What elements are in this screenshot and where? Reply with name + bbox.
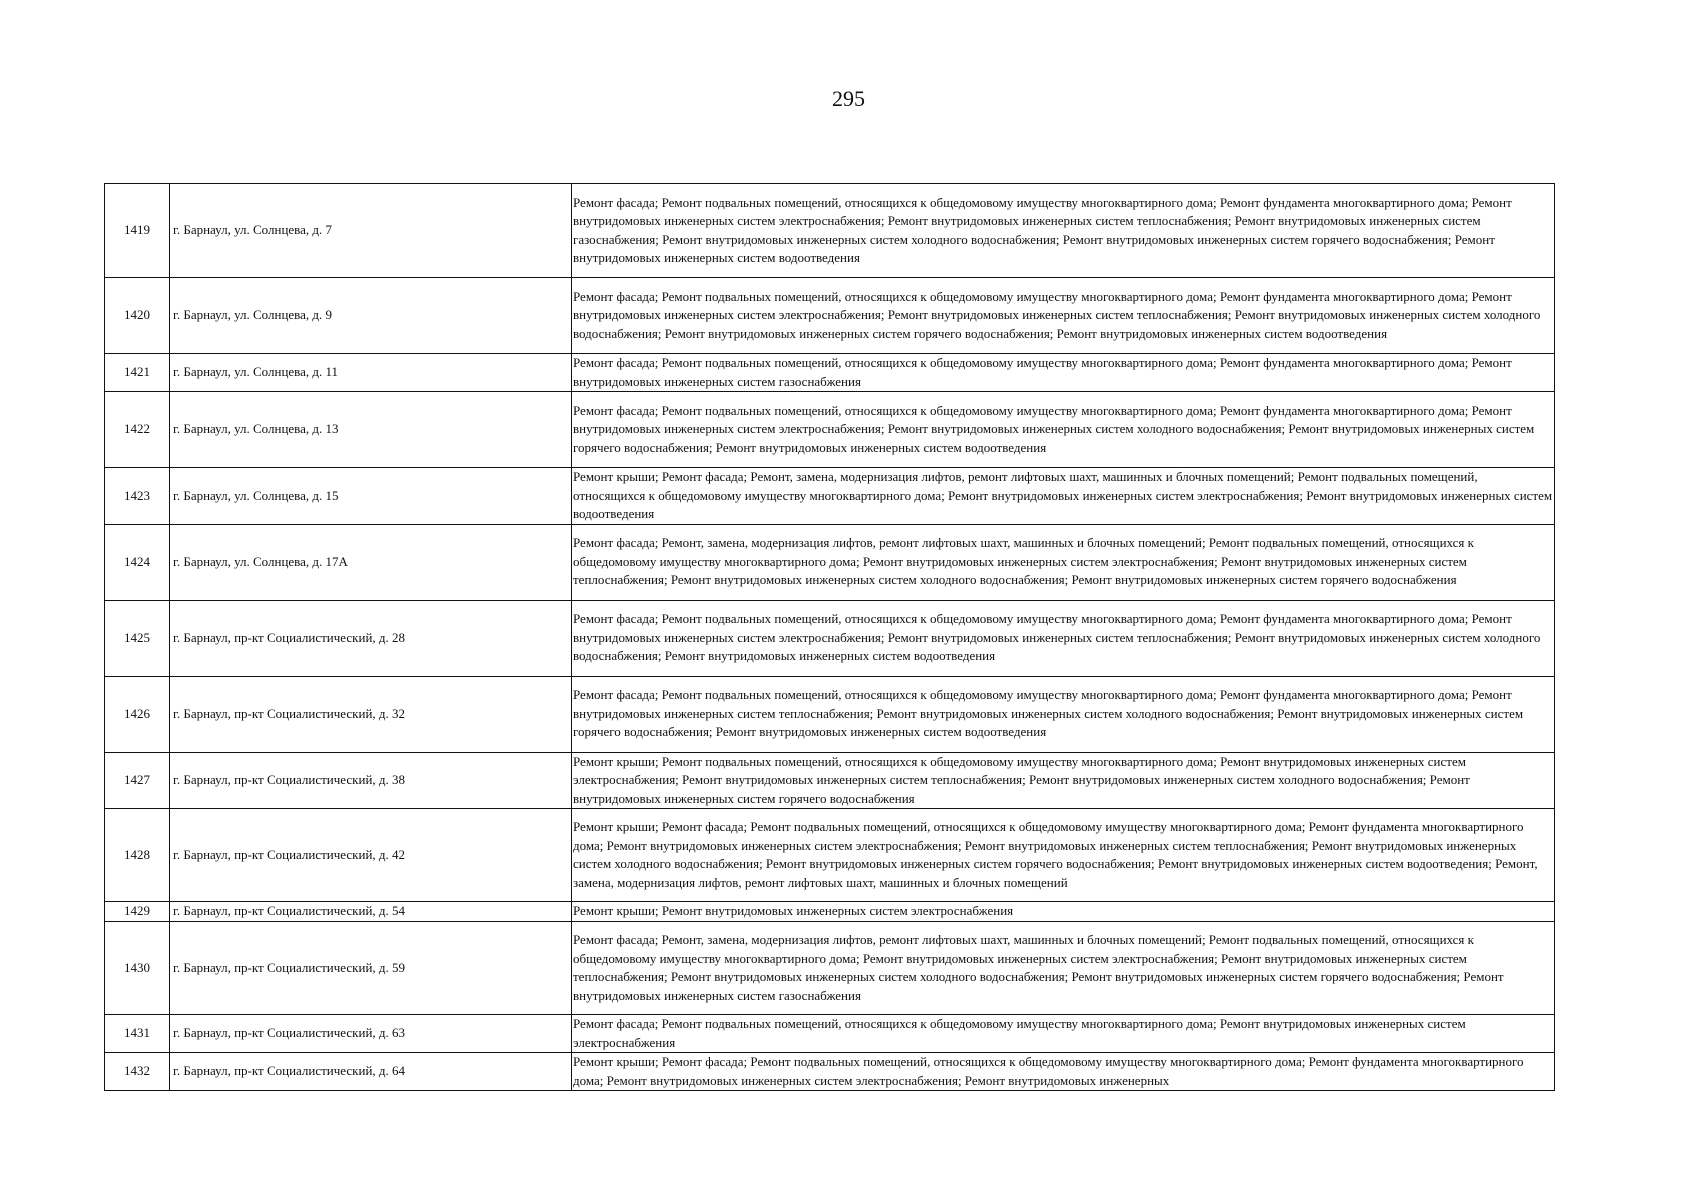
table-row xyxy=(105,184,1555,278)
row-address: г. Барнаул, пр-кт Социалистический, д. 38 xyxy=(170,752,572,809)
row-address: г. Барнаул, ул. Солнцева, д. 11 xyxy=(170,354,572,392)
row-works: Ремонт фасада; Ремонт подвальных помещений, относящихся к общедомовому имуществу многоквартирного дома; Ремонт фундамента многоквартирного дома; Ремонт внутридомовых инженерных систем электроснабжения; Ремонт внутридомовых инженерных систем теплоснабжения; Ремонт внутридомовых инженерных систем холодного водоснабжения; Ремонт внутридомовых инженерных систем водоотведения xyxy=(572,600,1555,676)
row-address: г. Барнаул, пр-кт Социалистический, д. 28 xyxy=(170,600,572,676)
row-number: 1426 xyxy=(105,676,170,752)
works-table xyxy=(104,183,1555,1091)
row-number: 1423 xyxy=(105,468,170,525)
row-number: 1427 xyxy=(105,752,170,809)
table-row xyxy=(105,809,1555,902)
row-number: 1432 xyxy=(105,1053,170,1091)
row-works: Ремонт крыши; Ремонт внутридомовых инженерных систем электроснабжения xyxy=(572,902,1555,922)
row-works: Ремонт фасада; Ремонт подвальных помещений, относящихся к общедомовому имуществу многоквартирного дома; Ремонт фундамента многоквартирного дома; Ремонт внутридомовых инженерных систем электроснабжения; Ремонт внутридомовых инженерных систем холодного водоснабжения; Ремонт внутридомовых инженерных систем горячего водоснабжения; Ремонт внутридомовых инженерных систем водоотведения xyxy=(572,392,1555,468)
table-row xyxy=(105,468,1555,525)
table-row xyxy=(105,1053,1555,1091)
page-number: 295 xyxy=(832,86,865,111)
row-address: г. Барнаул, ул. Солнцева, д. 9 xyxy=(170,278,572,354)
row-address: г. Барнаул, ул. Солнцева, д. 7 xyxy=(170,184,572,278)
row-number: 1425 xyxy=(105,600,170,676)
table-row xyxy=(105,752,1555,809)
row-works: Ремонт фасада; Ремонт подвальных помещений, относящихся к общедомовому имуществу многоквартирного дома; Ремонт фундамента многоквартирного дома; Ремонт внутридомовых инженерных систем электроснабжения; Ремонт внутридомовых инженерных систем теплоснабжения; Ремонт внутридомовых инженерных систем газоснабжения; Ремонт внутридомовых инженерных систем холодного водоснабжения; Ремонт внутридомовых инженерных систем горячего водоснабжения; Ремонт внутридомовых инженерных систем водоотведения xyxy=(572,184,1555,278)
table-row xyxy=(105,902,1555,922)
row-address: г. Барнаул, пр-кт Социалистический, д. 32 xyxy=(170,676,572,752)
table-row xyxy=(105,922,1555,1015)
row-address: г. Барнаул, ул. Солнцева, д. 17А xyxy=(170,524,572,600)
table-row xyxy=(105,392,1555,468)
row-works: Ремонт фасада; Ремонт подвальных помещений, относящихся к общедомовому имуществу многоквартирного дома; Ремонт фундамента многоквартирного дома; Ремонт внутридомовых инженерных систем газоснабжения xyxy=(572,354,1555,392)
row-number: 1428 xyxy=(105,809,170,902)
table-row xyxy=(105,676,1555,752)
row-address: г. Барнаул, ул. Солнцева, д. 15 xyxy=(170,468,572,525)
row-address: г. Барнаул, пр-кт Социалистический, д. 54 xyxy=(170,902,572,922)
row-address: г. Барнаул, пр-кт Социалистический, д. 42 xyxy=(170,809,572,902)
table-row xyxy=(105,524,1555,600)
table-row xyxy=(105,1015,1555,1053)
row-works: Ремонт фасада; Ремонт, замена, модернизация лифтов, ремонт лифтовых шахт, машинных и блочных помещений; Ремонт подвальных помещений, относящихся к общедомовому имуществу многоквартирного дома; Ремонт внутридомовых инженерных систем электроснабжения; Ремонт внутридомовых инженерных систем теплоснабжения; Ремонт внутридомовых инженерных систем холодного водоснабжения; Ремонт внутридомовых инженерных систем горячего водоснабжения xyxy=(572,524,1555,600)
row-address: г. Барнаул, пр-кт Социалистический, д. 63 xyxy=(170,1015,572,1053)
row-number: 1429 xyxy=(105,902,170,922)
row-number: 1424 xyxy=(105,524,170,600)
row-address: г. Барнаул, пр-кт Социалистический, д. 64 xyxy=(170,1053,572,1091)
row-works: Ремонт крыши; Ремонт фасада; Ремонт, замена, модернизация лифтов, ремонт лифтовых шахт, машинных и блочных помещений; Ремонт подвальных помещений, относящихся к общедомовому имуществу многоквартирного дома; Ремонт внутридомовых инженерных систем электроснабжения; Ремонт внутридомовых инженерных систем водоотведения xyxy=(572,468,1555,525)
row-number: 1421 xyxy=(105,354,170,392)
row-works: Ремонт крыши; Ремонт фасада; Ремонт подвальных помещений, относящихся к общедомовому имуществу многоквартирного дома; Ремонт фундамента многоквартирного дома; Ремонт внутридомовых инженерных систем электроснабжения; Ремонт внутридомовых инженерных систем теплоснабжения; Ремонт внутридомовых инженерных систем холодного водоснабжения; Ремонт внутридомовых инженерных систем горячего водоснабжения; Ремонт внутридомовых инженерных систем водоотведения; Ремонт, замена, модернизация лифтов, ремонт лифтовых шахт, машинных и блочных помещений xyxy=(572,809,1555,902)
row-works: Ремонт крыши; Ремонт фасада; Ремонт подвальных помещений, относящихся к общедомовому имуществу многоквартирного дома; Ремонт фундамента многоквартирного дома; Ремонт внутридомовых инженерных систем электроснабжения; Ремонт внутридомовых инженерных xyxy=(572,1053,1555,1091)
row-works: Ремонт фасада; Ремонт подвальных помещений, относящихся к общедомовому имуществу многоквартирного дома; Ремонт фундамента многоквартирного дома; Ремонт внутридомовых инженерных систем электроснабжения; Ремонт внутридомовых инженерных систем теплоснабжения; Ремонт внутридомовых инженерных систем холодного водоснабжения; Ремонт внутридомовых инженерных систем горячего водоснабжения; Ремонт внутридомовых инженерных систем водоотведения xyxy=(572,278,1555,354)
row-works: Ремонт фасада; Ремонт подвальных помещений, относящихся к общедомовому имуществу многоквартирного дома; Ремонт внутридомовых инженерных систем электроснабжения xyxy=(572,1015,1555,1053)
row-number: 1431 xyxy=(105,1015,170,1053)
row-works: Ремонт крыши; Ремонт подвальных помещений, относящихся к общедомовому имуществу многоквартирного дома; Ремонт внутридомовых инженерных систем электроснабжения; Ремонт внутридомовых инженерных систем теплоснабжения; Ремонт внутридомовых инженерных систем холодного водоснабжения; Ремонт внутридомовых инженерных систем горячего водоснабжения xyxy=(572,752,1555,809)
table-row xyxy=(105,278,1555,354)
row-works: Ремонт фасада; Ремонт, замена, модернизация лифтов, ремонт лифтовых шахт, машинных и блочных помещений; Ремонт подвальных помещений, относящихся к общедомовому имуществу многоквартирного дома; Ремонт внутридомовых инженерных систем электроснабжения; Ремонт внутридомовых инженерных систем теплоснабжения; Ремонт внутридомовых инженерных систем холодного водоснабжения; Ремонт внутридомовых инженерных систем горячего водоснабжения; Ремонт внутридомовых инженерных систем газоснабжения xyxy=(572,922,1555,1015)
row-address: г. Барнаул, ул. Солнцева, д. 13 xyxy=(170,392,572,468)
row-number: 1430 xyxy=(105,922,170,1015)
row-address: г. Барнаул, пр-кт Социалистический, д. 59 xyxy=(170,922,572,1015)
row-number: 1419 xyxy=(105,184,170,278)
table-row xyxy=(105,600,1555,676)
row-works: Ремонт фасада; Ремонт подвальных помещений, относящихся к общедомовому имуществу многоквартирного дома; Ремонт фундамента многоквартирного дома; Ремонт внутридомовых инженерных систем теплоснабжения; Ремонт внутридомовых инженерных систем холодного водоснабжения; Ремонт внутридомовых инженерных систем горячего водоснабжения; Ремонт внутридомовых инженерных систем водоотведения xyxy=(572,676,1555,752)
row-number: 1420 xyxy=(105,278,170,354)
table-row xyxy=(105,354,1555,392)
row-number: 1422 xyxy=(105,392,170,468)
